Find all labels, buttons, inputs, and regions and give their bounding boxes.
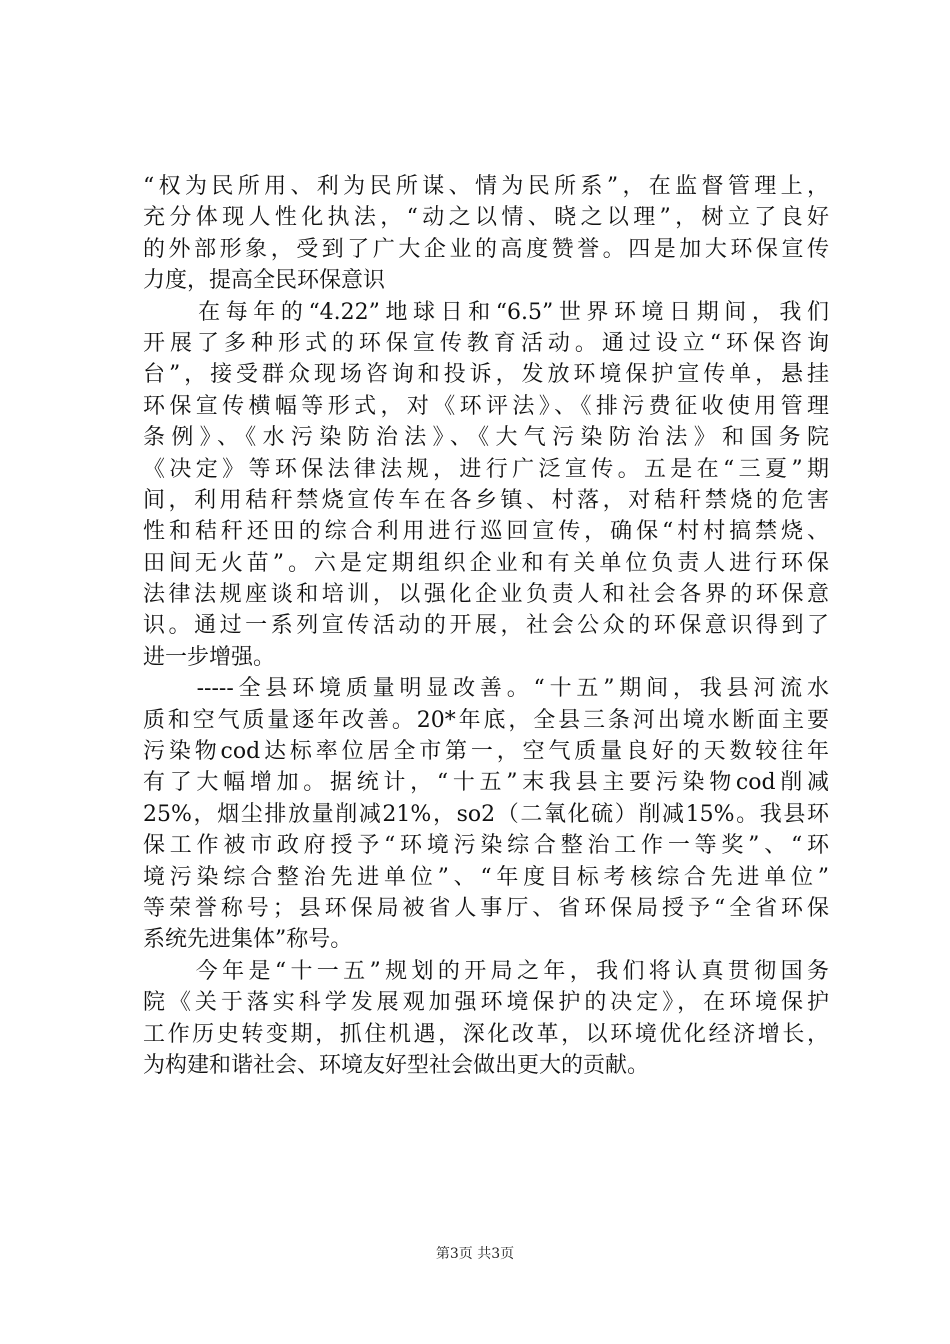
text-line: 保工作被市政府授予“环境污染综合整治工作一等奖”、“环 xyxy=(143,833,829,859)
text-line: 院《关于落实科学发展观加强环境保护的决定》，在环境保护 xyxy=(143,990,829,1016)
text-line: 今年是“十一五”规划的开局之年，我们将认真贯彻国务 xyxy=(143,958,829,984)
text-line: 充分体现人性化执法，“动之以情、晓之以理”，树立了良好 xyxy=(143,205,829,231)
text-line: 识。通过一系列宣传活动的开展，社会公众的环保意识得到了 xyxy=(143,613,829,639)
text-line: 质和空气质量逐年改善。20*年底，全县三条河出境水断面主要 xyxy=(143,707,829,733)
text-line: 法律法规座谈和培训，以强化企业负责人和社会各界的环保意 xyxy=(143,582,829,608)
text-line: 条例》、《水污染防治法》、《大气污染防治法》和国务院 xyxy=(143,425,829,451)
page-footer: 第3页 共3页 xyxy=(435,1246,515,1262)
text-line: 工作历史转变期，抓住机遇，深化改革，以环境优化经济增长， xyxy=(143,1021,829,1047)
text-line: 等荣誉称号；县环保局被省人事厅、省环保局授予“全省环保 xyxy=(143,895,829,921)
text-line: 台”，接受群众现场咨询和投诉，发放环境保护宣传单，悬挂 xyxy=(143,362,829,388)
text-line: 间，利用秸秆禁烧宣传车在各乡镇、村落，对秸秆禁烧的危害 xyxy=(143,487,829,513)
text-line: -----全县环境质量明显改善。“十五”期间，我县河流水 xyxy=(143,676,829,702)
text-line: 为构建和谐社会、环境友好型社会做出更大的贡献。 xyxy=(143,1052,650,1078)
text-line: 污染物cod达标率位居全市第一，空气质量良好的天数较往年 xyxy=(143,739,829,765)
text-line: “权为民所用、利为民所谋、情为民所系”，在监督管理上， xyxy=(143,174,829,199)
text-line: 《决定》等环保法律法规，进行广泛宣传。五是在“三夏”期 xyxy=(143,456,829,482)
text-line: 开展了多种形式的环保宣传教育活动。通过设立“环保咨询 xyxy=(143,330,829,356)
text-line: 环保宣传横幅等形式，对《环评法》、《排污费征收使用管理 xyxy=(143,393,829,419)
text-line: 系统先进集体”称号。 xyxy=(143,927,353,953)
text-line: 有了大幅增加。据统计，“十五”末我县主要污染物cod削减 xyxy=(143,770,829,796)
text-line: 在每年的“4.22”地球日和“6.5”世界环境日期间，我们 xyxy=(143,299,829,325)
text-line: 田间无火苗”。六是定期组织企业和有关单位负责人进行环保 xyxy=(143,550,829,576)
body-text xyxy=(143,171,829,1081)
text-line: 的外部形象，受到了广大企业的高度赞誉。四是加大环保宣传 xyxy=(143,236,829,262)
text-line: 进一步增强。 xyxy=(143,644,276,670)
text-line: 25%，烟尘排放量削减21%，so2（二氧化硫）削减15%。我县环 xyxy=(143,801,829,827)
text-line: 性和秸秆还田的综合利用进行巡回宣传，确保“村村搞禁烧、 xyxy=(143,519,829,545)
text-line: 力度，提高全民环保意识 xyxy=(143,268,386,294)
text-line: 境污染综合整治先进单位”、“年度目标考核综合先进单位” xyxy=(143,864,829,890)
